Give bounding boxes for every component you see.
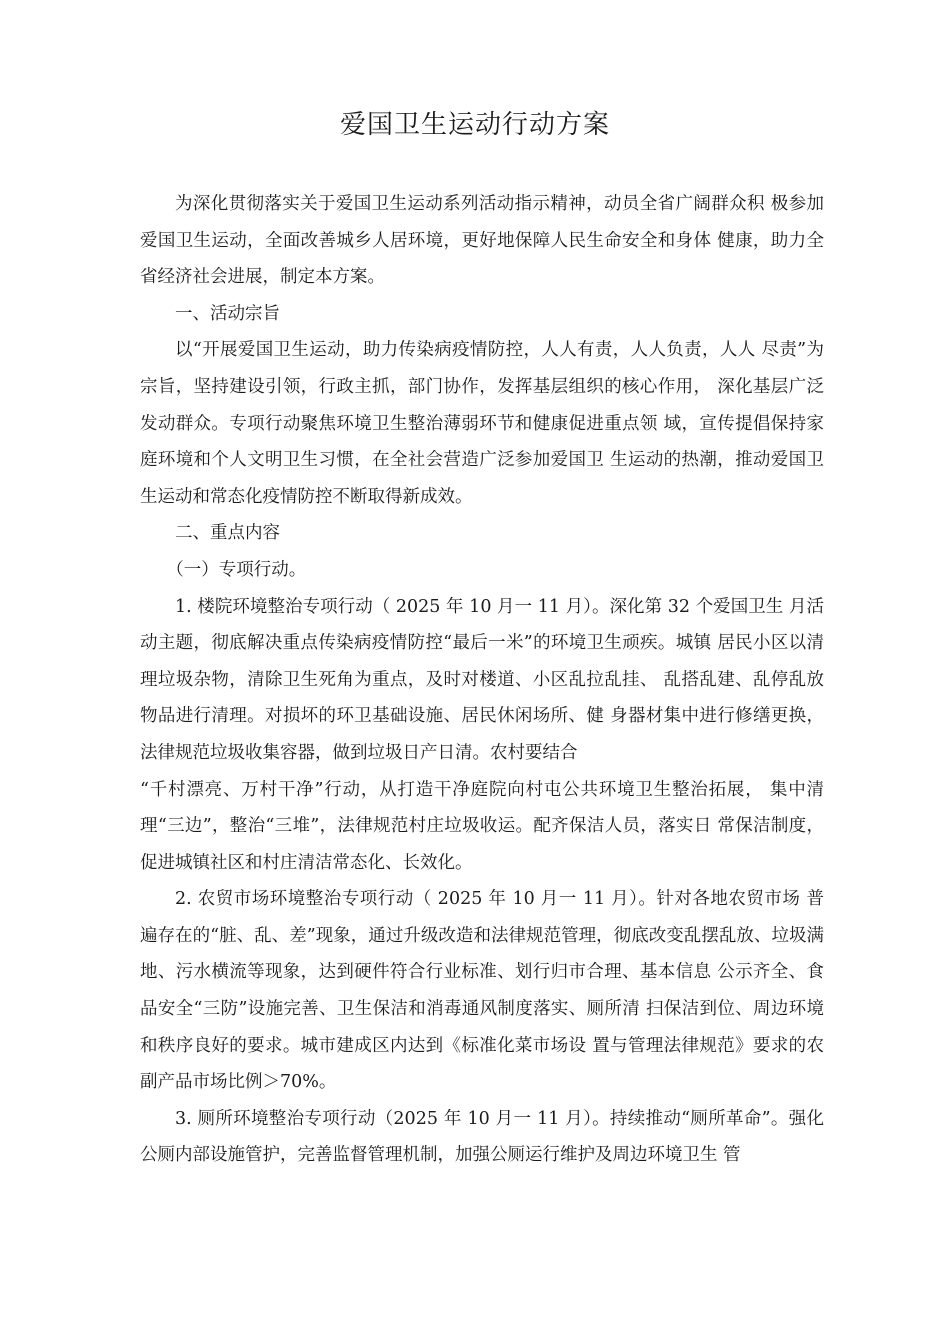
item-1-paragraph: 1. 楼院环境整治专项行动（ 2025 年 10 月一 11 月）。深化第 32 个爱国卫生 月活动主题，彻底解决重点传染病疫情防控“最后一米”的环境卫生顽疾。城镇 居民小区以清理垃圾杂物，清除卫生死角为重点，及时对楼道、小区乱拉乱挂、 乱搭乱建、乱停乱放物品进行清理。对损坏的环卫基础设施、居民休闲场所、健 身器材集中进行修缮更换，法律规范垃圾收集容器，做到垃圾日产日清。农村要结合	[140, 596, 824, 763]
item-1-continuation-paragraph: “千村漂亮、万村干净”行动，从打造干净庭院向村屯公共环境卫生整治拓展， 集中清理“三边”，整治“三堆”，法律规范村庄垃圾收运。配齐保洁人员，落实日 常保洁制度，促进城镇社区和村庄清洁常态化、长效化。	[140, 779, 824, 873]
document-title: 爱国卫生运动行动方案	[339, 110, 610, 140]
document-body	[140, 186, 824, 1174]
section-heading-key-content: 二、重点内容	[175, 523, 280, 544]
subsection-heading-special-actions: （一）专项行动。	[166, 559, 307, 580]
purpose-paragraph: 以“开展爱国卫生运动，助力传染病疫情防控，人人有责，人人负责，人人 尽责”为宗旨，坚持建设引领，行政主抓，部门协作，发挥基层组织的核心作用， 深化基层广泛发动群众。专项行动聚焦环境卫生整治薄弱环节和健康促进重点领 域，宣传提倡保持家庭环境和个人文明卫生习惯，在全社会营造广泛参加爱国卫 生运动的热潮，推动爱国卫生运动和常态化疫情防控不断取得新成效。	[140, 340, 824, 507]
item-2-paragraph: 2. 农贸市场环境整治专项行动（ 2025 年 10 月一 11 月）。针对各地农贸市场 普遍存在的“脏、乱、差”现象，通过升级改造和法律规范管理，彻底改变乱摆乱放、垃圾满地、污水横流等现象，达到硬件符合行业标准、划行归市合理、基本信息 公示齐全、食品安全“三防”设施完善、卫生保洁和消毒通风制度落实、厕所清 扫保洁到位、周边环境和秩序良好的要求。城市建成区内达到《标准化菜市场设 置与管理法律规范》要求的农副产品市场比例＞70%。	[140, 889, 824, 1093]
section-heading-purpose: 一、活动宗旨	[175, 303, 280, 324]
item-3-paragraph: 3. 厕所环境整治专项行动（2025 年 10 月一 11 月）。持续推动“厕所革命”。强化公厕内部设施管护，完善监督管理机制，加强公厕运行维护及周边环境卫生 管	[140, 1108, 824, 1166]
intro-paragraph: 为深化贯彻落实关于爱国卫生运动系列活动指示精神，动员全省广阔群众积 极参加爱国卫生运动，全面改善城乡人居环境，更好地保障人民生命安全和身体 健康，助力全省经济社会进展，制定本方案。	[140, 194, 824, 288]
